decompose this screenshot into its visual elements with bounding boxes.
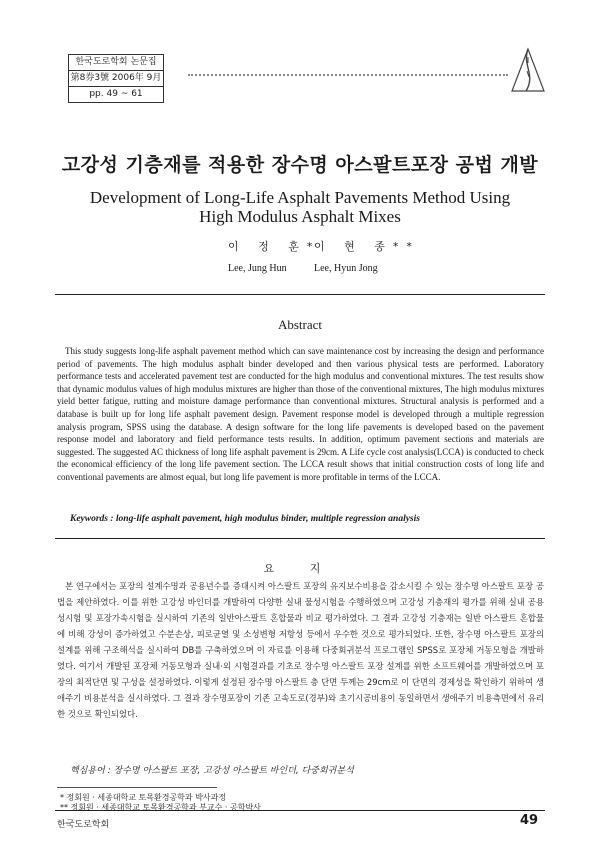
author-1-korean: 이 정 훈* <box>228 240 321 253</box>
divider-middle <box>55 538 545 539</box>
footnote-author-2: ** 정회원 · 세종대학교 토목환경공학과 부교수 · 공학박사 <box>60 803 261 812</box>
journal-info-box <box>68 54 164 103</box>
title-english-line1: Development of Long-Life Asphalt Pavements Method Using <box>89 188 511 207</box>
keywords-english: Keywords : long-life asphalt pavement, high modulus binder, multiple regression analysis <box>70 514 420 524</box>
title-korean: 고강성 기층재를 적용한 장수명 아스팔트포장 공법 개발 <box>61 154 539 176</box>
footer-divider <box>55 810 545 811</box>
title-english-line2: High Modulus Asphalt Mixes <box>199 207 401 226</box>
author-2-english: Lee, Hyun Jong <box>314 263 378 274</box>
journal-society: 한국도로학회 논문집 <box>69 55 163 71</box>
page-number: 49 <box>520 813 539 828</box>
title-english <box>0 188 600 226</box>
footer-journal: 한국도로학회 <box>57 820 110 830</box>
summary-body-korean: 본 연구에서는 포장의 설계수명과 공용년수를 증대시켜 아스팔트 포장의 유지보수비용을 감소시킬 수 있는 장수명 아스팔트 포장 공법을 제안하였다. 이를 위한 고강성 바인더를 개발하여 다양한 실내 물성시험을 수행하였으며 고강성 기층재의 평가를 위해 실내 공용성시험 및 포장가속시험을 실시하여 기존의 일반아스팔트 혼합물과 비교 평가하였다. 그 결과 고강성 기층재는 일반 아스팔트 혼합물에 비해 강성이 증가하였고 수분손상, 피로균열 및 소성변형 저항성 등에서 우수한 것으로 평가되었다. 또한, 장수명 아스팔트 포장의 설계를 위해 구조해석을 실시하여 DB를 구축하였으며 이 자료를 이용해 다중회귀분석 프로그램인 SPSS로 포장체 거동모형을 개발하였다. 여기서 개발된 포장체 거동모형과 실내·외 시험결과를 기초로 장수명 아스팔트 포장 설계를 위한 소프트웨어를 개발하였으며 포장의 최적단면 및 구성을 설정하였다. 이렇게 설정된 장수명 아스팔트 층 단면 두께는 29cm로 이 단면의 경제성을 확인하기 위하여 생애주기 비용분석을 실시하였다. 그 결과 장수명포장이 기존 고속도로(경부)와 초기시공비용이 동일하면서 생애주기 비용측면에서 유리한 것으로 확인되었다. <box>57 581 544 719</box>
footnote-divider <box>57 787 217 788</box>
abstract-body: This study suggests long-life asphalt pavement method which can save maintenance cost by increasing the design and performance period of pavements. The high modulus asphalt binder developed and then various physical tests are performed. Laboratory performance tests and accelerated pavement test are conducted for the high modulus and conventional mixtures. The test results show that dynamic modulus values of high modulus mixtures are higher than those of the conventional mixtures, The high modulus mixtures yield better fatigue, rutting and moisture damage performance than conventional mixtures. Structural analysis is performed and a database is built up for long life asphalt pavement design. Pavement response model is developed through a multiple regression analysis program, SPSS using the database. A design software for the long life pavements is developed based on the pavement response model and laboratory and field performance tests results. In addition, optimum pavement sections and materials are suggested. The suggested AC thickness of long life asphalt pavement is 29cm. A Life cycle cost analysis(LCCA) is conducted to check the economical efficiency of the long life pavement section. The LCCA result shows that initial construction costs of long life and conventional pavements are almost equal, but long life pavement is more profitable in terms of the LCCA. <box>57 346 544 482</box>
abstract-heading: Abstract <box>277 317 323 332</box>
author-2-korean: 이 현 종** <box>314 240 420 253</box>
header-dotted-line <box>188 74 508 76</box>
road-logo-icon <box>508 45 548 95</box>
journal-pages: pp. 49 ~ 61 <box>89 89 143 99</box>
summary-heading-korean: 요 지 <box>263 562 337 575</box>
divider-top <box>55 294 545 295</box>
author-1-english: Lee, Jung Hun <box>228 263 287 274</box>
footnote-author-1: * 정회원 · 세종대학교 토목환경공학과 박사과정 <box>60 793 227 802</box>
journal-volume: 第8券3號 2006年 9月 <box>69 71 163 87</box>
keywords-korean: 핵심용어 : 장수명 아스팔트 포장, 고강성 아스팔트 바인더, 다중회귀분석 <box>70 766 354 776</box>
